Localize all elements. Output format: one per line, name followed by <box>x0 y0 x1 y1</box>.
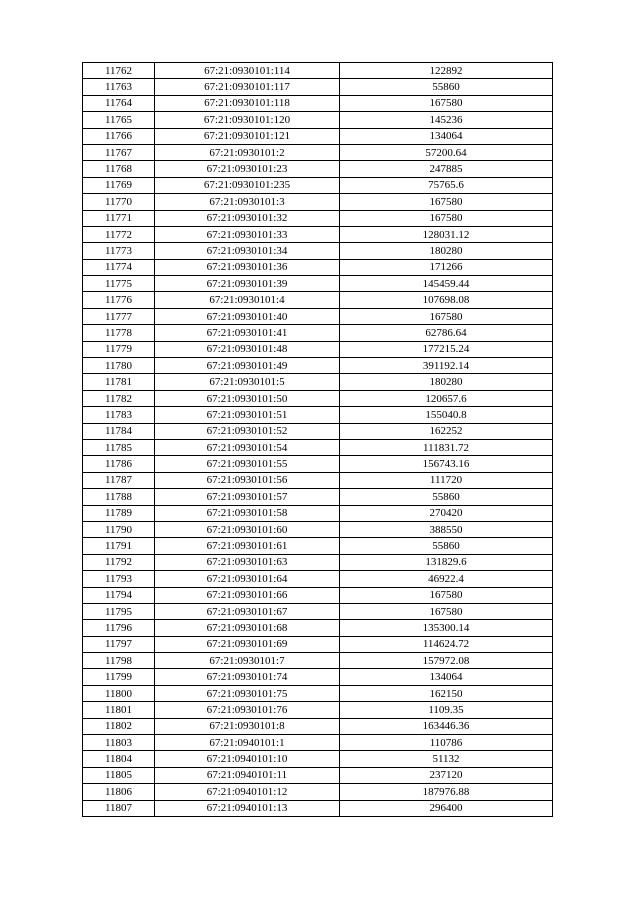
cadastral-number-cell: 67:21:0930101:40 <box>155 308 340 324</box>
cadastral-number-cell: 67:21:0930101:66 <box>155 587 340 603</box>
table-row <box>83 620 553 636</box>
row-number-cell: 11772 <box>83 226 155 242</box>
cadastral-number-cell: 67:21:0940101:1 <box>155 735 340 751</box>
table-row <box>83 144 553 160</box>
table-row <box>83 95 553 111</box>
cadastral-value-cell: 120657.6 <box>340 390 553 406</box>
cadastral-value-cell: 167580 <box>340 95 553 111</box>
cadastral-number-cell: 67:21:0930101:48 <box>155 341 340 357</box>
cadastral-value-cell: 163446.36 <box>340 718 553 734</box>
cadastral-value-cell: 110786 <box>340 735 553 751</box>
cadastral-value-cell: 187976.88 <box>340 784 553 800</box>
cadastral-value-cell: 167580 <box>340 194 553 210</box>
table-row <box>83 325 553 341</box>
table-row <box>83 194 553 210</box>
table-row <box>83 587 553 603</box>
table-row <box>83 390 553 406</box>
cadastral-value-cell: 247885 <box>340 161 553 177</box>
cadastral-value-cell: 157972.08 <box>340 653 553 669</box>
table-row <box>83 456 553 472</box>
table-row <box>83 800 553 816</box>
cadastral-number-cell: 67:21:0940101:12 <box>155 784 340 800</box>
cadastral-number-cell: 67:21:0930101:32 <box>155 210 340 226</box>
table-row <box>83 210 553 226</box>
cadastral-number-cell: 67:21:0930101:121 <box>155 128 340 144</box>
table-row <box>83 751 553 767</box>
cadastral-value-cell: 107698.08 <box>340 292 553 308</box>
row-number-cell: 11785 <box>83 439 155 455</box>
cadastral-number-cell: 67:21:0930101:61 <box>155 538 340 554</box>
row-number-cell: 11770 <box>83 194 155 210</box>
row-number-cell: 11793 <box>83 571 155 587</box>
cadastral-number-cell: 67:21:0930101:75 <box>155 685 340 701</box>
table-row <box>83 472 553 488</box>
cadastral-value-cell: 57200.64 <box>340 144 553 160</box>
row-number-cell: 11763 <box>83 79 155 95</box>
cadastral-value-cell: 135300.14 <box>340 620 553 636</box>
cadastral-value-cell: 296400 <box>340 800 553 816</box>
cadastral-value-cell: 134064 <box>340 128 553 144</box>
table-row <box>83 767 553 783</box>
table-row <box>83 538 553 554</box>
table-row <box>83 276 553 292</box>
cadastral-number-cell: 67:21:0930101:76 <box>155 702 340 718</box>
cadastral-number-cell: 67:21:0930101:39 <box>155 276 340 292</box>
table-row <box>83 571 553 587</box>
row-number-cell: 11779 <box>83 341 155 357</box>
cadastral-value-cell: 46922.4 <box>340 571 553 587</box>
cadastral-value-cell: 55860 <box>340 489 553 505</box>
row-number-cell: 11780 <box>83 358 155 374</box>
table-row <box>83 685 553 701</box>
cadastral-number-cell: 67:21:0930101:5 <box>155 374 340 390</box>
table-row <box>83 636 553 652</box>
cadastral-value-cell: 162150 <box>340 685 553 701</box>
row-number-cell: 11774 <box>83 259 155 275</box>
table-row <box>83 308 553 324</box>
table-row <box>83 407 553 423</box>
cadastral-number-cell: 67:21:0930101:36 <box>155 259 340 275</box>
row-number-cell: 11806 <box>83 784 155 800</box>
table-row <box>83 79 553 95</box>
row-number-cell: 11766 <box>83 128 155 144</box>
cadastral-value-cell: 145236 <box>340 112 553 128</box>
table-row <box>83 669 553 685</box>
cadastral-number-cell: 67:21:0930101:41 <box>155 325 340 341</box>
row-number-cell: 11801 <box>83 702 155 718</box>
table-row <box>83 292 553 308</box>
cadastral-value-cell: 122892 <box>340 63 553 79</box>
cadastral-number-cell: 67:21:0930101:33 <box>155 226 340 242</box>
cadastral-value-cell: 131829.6 <box>340 554 553 570</box>
row-number-cell: 11769 <box>83 177 155 193</box>
cadastral-number-cell: 67:21:0930101:63 <box>155 554 340 570</box>
table-row <box>83 358 553 374</box>
cadastral-value-cell: 62786.64 <box>340 325 553 341</box>
table-row <box>83 161 553 177</box>
table-row <box>83 489 553 505</box>
row-number-cell: 11767 <box>83 144 155 160</box>
cadastral-number-cell: 67:21:0930101:64 <box>155 571 340 587</box>
table-body <box>83 63 553 817</box>
cadastral-value-cell: 388550 <box>340 521 553 537</box>
cadastral-value-cell: 156743.16 <box>340 456 553 472</box>
table-row <box>83 63 553 79</box>
row-number-cell: 11776 <box>83 292 155 308</box>
cadastral-number-cell: 67:21:0930101:56 <box>155 472 340 488</box>
cadastral-value-cell: 167580 <box>340 587 553 603</box>
cadastral-number-cell: 67:21:0930101:4 <box>155 292 340 308</box>
cadastral-number-cell: 67:21:0930101:2 <box>155 144 340 160</box>
cadastral-value-cell: 1109.35 <box>340 702 553 718</box>
table-row <box>83 702 553 718</box>
row-number-cell: 11775 <box>83 276 155 292</box>
row-number-cell: 11798 <box>83 653 155 669</box>
cadastral-number-cell: 67:21:0930101:68 <box>155 620 340 636</box>
row-number-cell: 11799 <box>83 669 155 685</box>
row-number-cell: 11762 <box>83 63 155 79</box>
cadastral-number-cell: 67:21:0930101:69 <box>155 636 340 652</box>
row-number-cell: 11800 <box>83 685 155 701</box>
cadastral-number-cell: 67:21:0930101:67 <box>155 603 340 619</box>
cadastral-number-cell: 67:21:0930101:49 <box>155 358 340 374</box>
cadastral-value-cell: 391192.14 <box>340 358 553 374</box>
cadastral-number-cell: 67:21:0930101:120 <box>155 112 340 128</box>
cadastral-number-cell: 67:21:0940101:11 <box>155 767 340 783</box>
cadastral-number-cell: 67:21:0930101:60 <box>155 521 340 537</box>
table-row <box>83 128 553 144</box>
cadastral-value-cell: 177215.24 <box>340 341 553 357</box>
row-number-cell: 11797 <box>83 636 155 652</box>
table-row <box>83 554 553 570</box>
row-number-cell: 11788 <box>83 489 155 505</box>
row-number-cell: 11789 <box>83 505 155 521</box>
cadastral-value-cell: 51132 <box>340 751 553 767</box>
row-number-cell: 11807 <box>83 800 155 816</box>
row-number-cell: 11805 <box>83 767 155 783</box>
cadastral-number-cell: 67:21:0930101:8 <box>155 718 340 734</box>
row-number-cell: 11778 <box>83 325 155 341</box>
table-row <box>83 735 553 751</box>
cadastral-number-cell: 67:21:0930101:118 <box>155 95 340 111</box>
table-row <box>83 177 553 193</box>
table-row <box>83 653 553 669</box>
cadastral-number-cell: 67:21:0930101:34 <box>155 243 340 259</box>
table-row <box>83 226 553 242</box>
row-number-cell: 11782 <box>83 390 155 406</box>
cadastral-number-cell: 67:21:0930101:54 <box>155 439 340 455</box>
cadastral-number-cell: 67:21:0930101:55 <box>155 456 340 472</box>
cadastral-number-cell: 67:21:0940101:13 <box>155 800 340 816</box>
cadastral-value-cell: 111720 <box>340 472 553 488</box>
cadastral-value-cell: 75765.6 <box>340 177 553 193</box>
table-row <box>83 243 553 259</box>
cadastral-value-cell: 270420 <box>340 505 553 521</box>
cadastral-value-cell: 155040.8 <box>340 407 553 423</box>
cadastral-value-cell: 134064 <box>340 669 553 685</box>
row-number-cell: 11765 <box>83 112 155 128</box>
row-number-cell: 11764 <box>83 95 155 111</box>
row-number-cell: 11768 <box>83 161 155 177</box>
cadastral-number-cell: 67:21:0930101:235 <box>155 177 340 193</box>
row-number-cell: 11792 <box>83 554 155 570</box>
cadastral-value-cell: 167580 <box>340 210 553 226</box>
row-number-cell: 11796 <box>83 620 155 636</box>
row-number-cell: 11790 <box>83 521 155 537</box>
cadastral-value-cell: 111831.72 <box>340 439 553 455</box>
cadastral-value-cell: 167580 <box>340 603 553 619</box>
cadastral-number-cell: 67:21:0930101:74 <box>155 669 340 685</box>
table-row <box>83 603 553 619</box>
cadastral-number-cell: 67:21:0930101:57 <box>155 489 340 505</box>
cadastral-number-cell: 67:21:0930101:23 <box>155 161 340 177</box>
row-number-cell: 11795 <box>83 603 155 619</box>
row-number-cell: 11777 <box>83 308 155 324</box>
cadastral-value-cell: 171266 <box>340 259 553 275</box>
row-number-cell: 11794 <box>83 587 155 603</box>
table-row <box>83 112 553 128</box>
cadastral-value-cell: 145459.44 <box>340 276 553 292</box>
cadastral-number-cell: 67:21:0930101:7 <box>155 653 340 669</box>
cadastral-number-cell: 67:21:0940101:10 <box>155 751 340 767</box>
table-row <box>83 521 553 537</box>
table-row <box>83 341 553 357</box>
row-number-cell: 11773 <box>83 243 155 259</box>
row-number-cell: 11783 <box>83 407 155 423</box>
row-number-cell: 11781 <box>83 374 155 390</box>
row-number-cell: 11786 <box>83 456 155 472</box>
cadastral-number-cell: 67:21:0930101:114 <box>155 63 340 79</box>
table-row <box>83 505 553 521</box>
row-number-cell: 11803 <box>83 735 155 751</box>
cadastral-number-cell: 67:21:0930101:51 <box>155 407 340 423</box>
cadastral-value-cell: 128031.12 <box>340 226 553 242</box>
cadastral-number-cell: 67:21:0930101:117 <box>155 79 340 95</box>
table-row <box>83 374 553 390</box>
row-number-cell: 11771 <box>83 210 155 226</box>
table-row <box>83 718 553 734</box>
cadastral-number-cell: 67:21:0930101:50 <box>155 390 340 406</box>
cadastral-number-cell: 67:21:0930101:3 <box>155 194 340 210</box>
cadastral-value-cell: 114624.72 <box>340 636 553 652</box>
cadastral-value-cell: 237120 <box>340 767 553 783</box>
row-number-cell: 11784 <box>83 423 155 439</box>
table-row <box>83 784 553 800</box>
cadastral-value-table <box>82 62 553 817</box>
cadastral-value-cell: 167580 <box>340 308 553 324</box>
table-row <box>83 439 553 455</box>
cadastral-number-cell: 67:21:0930101:52 <box>155 423 340 439</box>
row-number-cell: 11787 <box>83 472 155 488</box>
cadastral-value-cell: 180280 <box>340 243 553 259</box>
row-number-cell: 11791 <box>83 538 155 554</box>
row-number-cell: 11804 <box>83 751 155 767</box>
cadastral-number-cell: 67:21:0930101:58 <box>155 505 340 521</box>
cadastral-value-cell: 180280 <box>340 374 553 390</box>
row-number-cell: 11802 <box>83 718 155 734</box>
table-row <box>83 259 553 275</box>
cadastral-value-cell: 55860 <box>340 79 553 95</box>
table-row <box>83 423 553 439</box>
cadastral-value-cell: 162252 <box>340 423 553 439</box>
cadastral-value-cell: 55860 <box>340 538 553 554</box>
